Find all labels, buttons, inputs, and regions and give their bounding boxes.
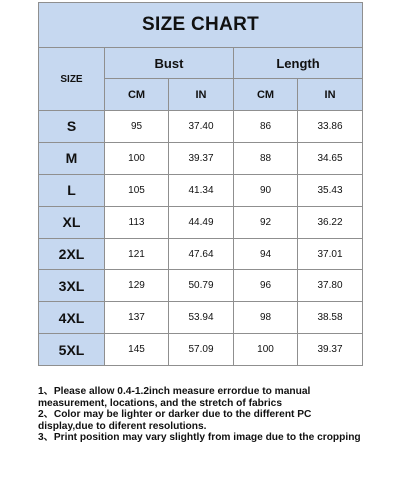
cell-bust-in: 57.09 (169, 334, 234, 366)
size-label: 4XL (39, 302, 105, 334)
length-cm-header: CM (234, 79, 298, 111)
cell-length-cm: 100 (234, 334, 298, 366)
table-row (39, 270, 363, 302)
cell-length-in: 37.80 (298, 270, 363, 302)
cell-length-in: 33.86 (298, 111, 363, 143)
cell-length-cm: 90 (234, 174, 298, 206)
cell-bust-in: 41.34 (169, 174, 234, 206)
cell-bust-cm: 105 (105, 174, 169, 206)
cell-length-in: 37.01 (298, 238, 363, 270)
cell-bust-cm: 121 (105, 238, 169, 270)
cell-length-cm: 88 (234, 142, 298, 174)
table-row (39, 206, 363, 238)
cell-bust-in: 37.40 (169, 111, 234, 143)
size-label: 2XL (39, 238, 105, 270)
cell-length-cm: 92 (234, 206, 298, 238)
notes-section (38, 386, 366, 444)
bust-cm-header: CM (105, 79, 169, 111)
length-in-header: IN (298, 79, 363, 111)
size-label: XL (39, 206, 105, 238)
cell-bust-in: 53.94 (169, 302, 234, 334)
cell-bust-cm: 113 (105, 206, 169, 238)
cell-bust-in: 50.79 (169, 270, 234, 302)
note-2: 2、Color may be lighter or darker due to the different PC display,due to diferent resolutions. (38, 409, 312, 432)
note-1: 1、Please allow 0.4-1.2inch measure errordue to manual measurement, locations, and the stretch of fabrics (38, 386, 311, 409)
cell-length-cm: 94 (234, 238, 298, 270)
size-table (38, 2, 363, 366)
cell-bust-cm: 129 (105, 270, 169, 302)
cell-bust-cm: 100 (105, 142, 169, 174)
cell-length-cm: 98 (234, 302, 298, 334)
bust-header: Bust (105, 48, 234, 79)
table-row (39, 174, 363, 206)
table-row (39, 302, 363, 334)
length-header: Length (234, 48, 363, 79)
cell-length-cm: 96 (234, 270, 298, 302)
size-label: 3XL (39, 270, 105, 302)
cell-length-in: 34.65 (298, 142, 363, 174)
bust-in-header: IN (169, 79, 234, 111)
cell-bust-in: 44.49 (169, 206, 234, 238)
size-label: M (39, 142, 105, 174)
cell-bust-in: 39.37 (169, 142, 234, 174)
cell-length-in: 39.37 (298, 334, 363, 366)
cell-bust-cm: 95 (105, 111, 169, 143)
cell-bust-in: 47.64 (169, 238, 234, 270)
size-chart (38, 2, 362, 366)
cell-length-in: 36.22 (298, 206, 363, 238)
table-row (39, 111, 363, 143)
cell-bust-cm: 137 (105, 302, 169, 334)
cell-length-in: 35.43 (298, 174, 363, 206)
table-row (39, 142, 363, 174)
chart-title: SIZE CHART (39, 3, 363, 48)
size-label: 5XL (39, 334, 105, 366)
size-label: L (39, 174, 105, 206)
size-column-header: SIZE (39, 48, 105, 111)
cell-bust-cm: 145 (105, 334, 169, 366)
table-row (39, 334, 363, 366)
size-label: S (39, 111, 105, 143)
note-3: 3、Print position may vary slightly from image due to the cropping (38, 432, 361, 443)
cell-length-in: 38.58 (298, 302, 363, 334)
table-row (39, 238, 363, 270)
cell-length-cm: 86 (234, 111, 298, 143)
